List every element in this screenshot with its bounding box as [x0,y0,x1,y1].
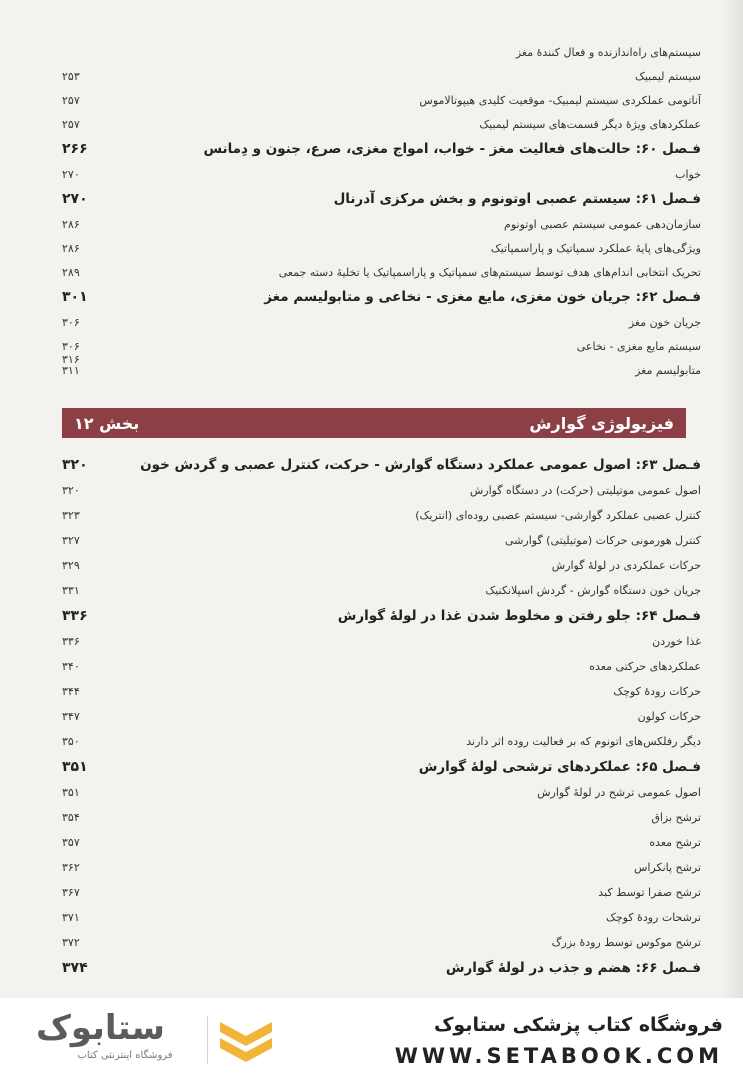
toc-page-number: ۲۷۰ [62,167,80,181]
toc-entry [62,629,701,654]
toc-entry-title: سیستم مایع مغزی - نخاعی [576,339,701,353]
toc-page-number: ۳۵۴ [62,811,80,824]
chapter-heading [62,452,701,478]
toc-page-number: ۳۵۰ [62,735,80,748]
toc-entry [62,528,701,553]
toc-entry-title: ترشح معده [649,836,701,849]
toc-page-number: ۳۵۱ [62,759,88,775]
toc-entry [62,780,701,805]
toc-entry [62,40,701,64]
toc-page-number: ۲۶۶ [62,141,88,157]
toc-page-number: ۳۲۳ [62,509,80,522]
chapter-heading [62,136,701,162]
chapter-heading [62,955,701,981]
toc-entry [62,880,701,905]
toc-entry [62,162,701,186]
toc-entry [62,64,701,88]
chapter-title: فـصل ۶۱: سیستم عصبی اوتونوم و بخش مرکزی آدرنال [333,191,701,207]
toc-entry-title: عملکردهای حرکتی معده [589,660,701,673]
toc-entry-title: ترشح موکوس توسط رودهٔ بزرگ [551,936,701,949]
toc-entry-title: متابولیسم مغز [635,363,701,377]
toc-entry [62,704,701,729]
toc-entry-title: آناتومی عملکردی سیستم لیمبیک- موقعیت کلیدی هیپوتالاموس [419,93,701,107]
toc-entry [62,855,701,880]
toc-page-number: ۲۷۰ [62,191,88,207]
toc-entry-title: اصول عمومی موتیلیتی (حرکت) در دستگاه گوارش [469,484,701,497]
toc-entry [62,830,701,855]
toc-page-number: ۳۳۶ [62,635,80,648]
toc-page-number: ۳۷۱ [62,911,80,924]
toc-page-number: ۲۸۶ [62,217,80,231]
toc-entry-title: غذا خوردن [652,635,701,648]
toc-page-number: ۳۲۰ [62,457,88,473]
chapter-title: فـصل ۶۴: جلو رفتن و مخلوط شدن غذا در لولهٔ گوارش [337,608,701,624]
toc-entry [62,310,701,334]
toc-page-number: ۳۳۱ [62,584,80,597]
toc-page-number: ۲۸۹ [62,265,80,279]
toc-page-number: ۳۰۶ [62,339,80,353]
toc-page-number: ۳۷۴ [62,960,88,976]
toc-page-number: ۳۴۷ [62,710,80,723]
toc-entry-title: ترشح پانکراس [633,861,701,874]
logo-divider [207,1016,208,1064]
store-url[interactable]: WWW.SETABOOK.COM [394,1044,723,1068]
chapter-heading [62,603,701,629]
toc-entry-title: جریان خون دستگاه گوارش - گردش اسپلانکنیک [485,584,701,597]
toc-entry [62,679,701,704]
toc-page-number: ۳۵۷ [62,836,80,849]
toc-entry [62,805,701,830]
toc-entry-title: حرکات رودهٔ کوچک [613,685,701,698]
toc-entry [62,905,701,930]
toc-page-number: ۳۱۱ [62,363,80,377]
toc-entry-title: ترشح بزاق [651,811,701,824]
chapter-title: فـصل ۶۳: اصول عمومی عملکرد دستگاه گوارش - حرکت، کنترل عصبی و گردش خون [140,457,701,473]
toc-entry-title: تحریک انتخابی اندام‌های هدف توسط سیستم‌های سمپاتیک و پاراسمپاتیک یا تخلیهٔ دسته جمعی [278,265,701,279]
toc-entry [62,212,701,236]
toc-page-number: ۳۶۷ [62,886,80,899]
toc-page-number: ۳۲۹ [62,559,80,572]
toc-page-number: ۲۵۷ [62,93,80,107]
toc-entry [62,729,701,754]
toc-entry-title: کنترل هورمونی حرکات (موتیلیتی) گوارشی [505,534,701,547]
toc-page-number: ۲۵۳ [62,69,80,83]
chapter-title: فـصل ۶۶: هضم و جذب در لولهٔ گوارش [445,960,701,976]
toc-page-number: ۳۶۲ [62,861,80,874]
toc-page-number: ۳۷۲ [62,936,80,949]
toc-entry-title: دیگر رفلکس‌های اتونوم که بر فعالیت روده اثر دارند [466,735,701,748]
toc-entry-title: اصول عمومی ترشح در لولهٔ گوارش [537,786,701,799]
part-title: فیزیولوژی گوارش [529,413,674,433]
toc-page-number: ۳۳۶ [62,608,88,624]
part-banner [62,408,686,438]
toc-entry [62,930,701,955]
chapter-heading [62,284,701,310]
toc-entry [62,88,701,112]
toc-page-number-row [62,347,701,371]
toc-entry [62,236,701,260]
toc-entry-title: سازمان‌دهی عمومی سیستم عصبی اوتونوم [504,217,701,231]
toc-entry [62,112,701,136]
toc-page-number: ۲۸۶ [62,241,80,255]
toc-page-number: ۳۴۴ [62,685,80,698]
chapter-heading [62,186,701,212]
toc-page-number: ۳۰۶ [62,315,80,329]
store-logo-subtitle: فروشگاه اینترنتی کتاب [77,1050,173,1061]
toc-page-number: ۳۱۶ [62,352,80,366]
chapter-title: فـصل ۶۲: جریان خون مغزی، مایع مغزی - نخاعی و متابولیسم مغز [264,289,701,305]
toc-entry-title: حرکات عملکردی در لولهٔ گوارش [551,559,701,572]
chapter-heading [62,754,701,780]
toc-page-number: ۳۵۱ [62,786,80,799]
store-name: فروشگاه کتاب پزشکی ستابوک [433,1014,723,1036]
toc-entry-title: عملکردهای ویژهٔ دیگر قسمت‌های سیستم لیمبیک [479,117,701,131]
chapter-title: فـصل ۶۵: عملکردهای ترشحی لولهٔ گوارش [418,759,701,775]
part-label: بخش ۱۲ [74,413,140,433]
toc-entry [62,478,701,503]
toc-page-number: ۳۰۱ [62,289,88,305]
store-footer [0,998,743,1080]
toc-page-number: ۳۴۰ [62,660,80,673]
chevron-logo-icon [216,1012,276,1068]
toc-entry [62,260,701,284]
toc-page-number: ۳۲۷ [62,534,80,547]
store-logo[interactable]: ستابوک [36,1008,165,1048]
toc-entry [62,503,701,528]
toc-entry-title: سیستم‌های راه‌اندازنده و فعال کنندهٔ مغز [515,45,701,59]
toc-entry [62,654,701,679]
toc-entry-title: جریان خون مغز [628,315,701,329]
toc-entry-title: ترشحات رودهٔ کوچک [606,911,701,924]
toc-entry-title: سیستم لیمبیک [635,69,701,83]
toc-entry-title: ویژگی‌های پایهٔ عملکرد سمپاتیک و پاراسمپاتیک [490,241,701,255]
toc-entry [62,553,701,578]
toc-page-number: ۲۵۷ [62,117,80,131]
toc-entry [62,578,701,603]
toc-entry-title: خواب [675,167,701,181]
toc-entry-title: ترشح صفرا توسط کبد [598,886,701,899]
toc-entry-title: کنترل عصبی عملکرد گوارشی- سیستم عصبی روده‌ای (انتریک) [415,509,701,522]
toc-page-number: ۳۲۰ [62,484,80,497]
chapter-title: فـصل ۶۰: حالت‌های فعالیت مغز - خواب، امواج مغزی، صرع، جنون و دِمانس [203,141,701,157]
toc-entry-title: حرکات کولون [637,710,701,723]
